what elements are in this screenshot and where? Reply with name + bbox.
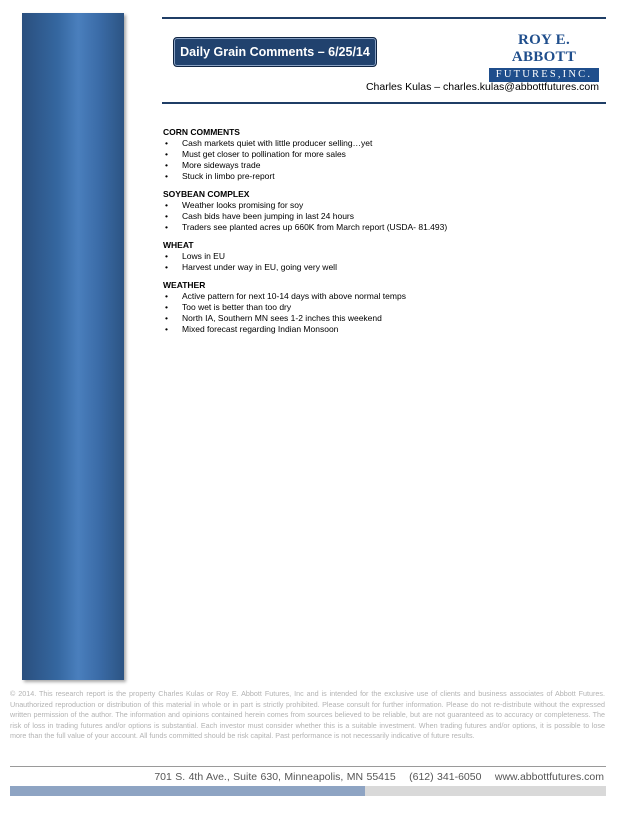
bullet-list — [163, 251, 603, 273]
footer-contact — [154, 771, 604, 783]
footer-phone: (612) 341-6050 — [409, 771, 482, 783]
footer-address: 701 S. 4th Ave., Suite 630, Minneapolis, MN 55415 — [154, 771, 396, 783]
section-heading: CORN COMMENTS — [163, 127, 240, 137]
bullet-list — [163, 200, 603, 233]
bullet-item: • Traders see planted acres up 660K from March report (USDA- 81.493) — [163, 222, 603, 233]
bullet-item: • Weather looks promising for soy — [163, 200, 603, 211]
section-weather — [163, 280, 603, 335]
document-title-box — [173, 37, 377, 67]
header-rule-bottom — [162, 102, 606, 104]
legal-disclaimer: © 2014. This research report is the property Charles Kulas or Roy E. Abbott Futures, Inc and is intended for the exclusive use of clients and business associates of Abbott Futures. Unauthorized reproduction or distribution of this material in whole or in part is strictly prohibited. Please consult for further information. Please do not re-distribute without the expressed written permission of the author. The information and opinions contained herein comes from sources believed to be reliable, but are not guaranteed as to accuracy or completeness. The risk of loss in trading futures and/or options is substantial. Each investor must consider whether this is a suitable investment. When trading futures and/or options, it is possible to lose more than the full value of your account. All funds committed should be risk capital. Past performance is not necessarily indicative of future results. — [10, 689, 605, 740]
bullet-item: • Mixed forecast regarding Indian Monsoon — [163, 324, 603, 335]
bullet-item: • Lows in EU — [163, 251, 603, 262]
bullet-item: • Cash bids have been jumping in last 24 hours — [163, 211, 603, 222]
section-heading: WEATHER — [163, 280, 206, 290]
footer-bar-grey — [365, 786, 606, 796]
footer-bar-blue — [10, 786, 365, 796]
document-title: Daily Grain Comments – 6/25/14 — [180, 45, 370, 59]
bullet-item: • Too wet is better than too dry — [163, 302, 603, 313]
section-heading: SOYBEAN COMPLEX — [163, 189, 250, 199]
bullet-item: • Cash markets quiet with little producer selling…yet — [163, 138, 603, 149]
footer-rule — [10, 766, 606, 767]
section-wheat — [163, 240, 603, 273]
bullet-item: • More sideways trade — [163, 160, 603, 171]
section-soybean — [163, 189, 603, 233]
logo-subtitle: FUTURES,INC. — [489, 68, 599, 82]
bullet-item: • Must get closer to pollination for more sales — [163, 149, 603, 160]
bullet-list — [163, 291, 603, 335]
section-heading: WHEAT — [163, 240, 194, 250]
sidebar-decoration — [22, 13, 124, 680]
logo-name: ROY E. ABBOTT — [511, 32, 577, 65]
company-logo — [489, 32, 599, 80]
author-contact: Charles Kulas – charles.kulas@abbottfutures.com — [365, 81, 599, 93]
bullet-item: • Harvest under way in EU, going very well — [163, 262, 603, 273]
footer-website[interactable]: www.abbottfutures.com — [494, 771, 604, 783]
bullet-item: • Stuck in limbo pre-report — [163, 171, 603, 182]
bullet-list — [163, 138, 603, 182]
bullet-item: • North IA, Southern MN sees 1-2 inches this weekend — [163, 313, 603, 324]
section-corn — [163, 127, 603, 182]
bullet-item: • Active pattern for next 10-14 days with above normal temps — [163, 291, 603, 302]
report-content — [163, 127, 603, 342]
header-rule-top — [162, 17, 606, 19]
